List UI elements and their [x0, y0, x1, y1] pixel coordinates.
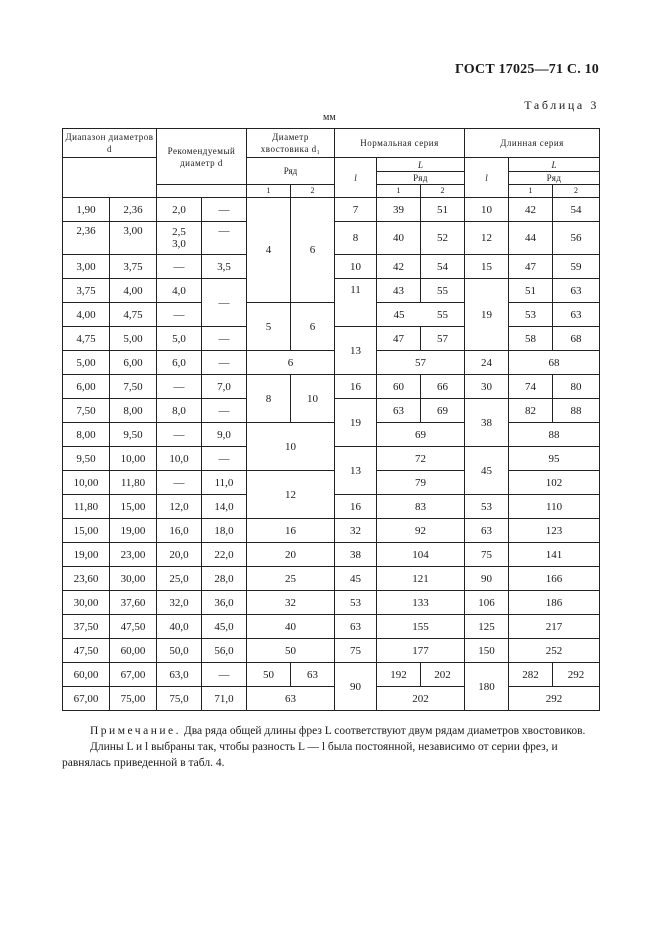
header-empty [63, 158, 157, 198]
cell-normal-l: 13 [335, 327, 377, 375]
cell-to: 60,00 [110, 639, 157, 663]
cell-shank: 25 [247, 567, 335, 591]
cell-shank: 63 [291, 663, 335, 687]
note-paragraph-1 [62, 723, 602, 739]
cell-d2: — [202, 399, 247, 423]
unit-label: мм [323, 112, 336, 123]
cell-long-l: 180 [465, 663, 509, 711]
cell-normal-L: 39 [377, 198, 421, 222]
header-recommended-empty [157, 185, 247, 198]
note-paragraph-2: Длины L и l выбраны так, чтобы разность L — l была постоянной, независимо от серии фрез, и равнялась приведенной в табл. 4. [62, 741, 558, 769]
cell-normal-L: 40 [377, 222, 421, 255]
cell-to: 15,00 [110, 495, 157, 519]
cell-long-l: 19 [465, 279, 509, 351]
cell-d1: 75,0 [157, 687, 202, 711]
cell-normal-L: 155 [377, 615, 465, 639]
cell-d2: 7,0 [202, 375, 247, 399]
table-row [63, 303, 600, 327]
cell-d1: 25,0 [157, 567, 202, 591]
cell-normal-L: 54 [421, 255, 465, 279]
cell-to: 67,00 [110, 663, 157, 687]
cell-shank: 10 [247, 423, 335, 471]
cell-from: 11,80 [63, 495, 110, 519]
cell-to: 3,00 [110, 222, 157, 255]
cell-long-l: 53 [465, 495, 509, 519]
header-normal-L: L [377, 158, 465, 172]
cell-long-L: 102 [509, 471, 600, 495]
cell-long-L: 74 [509, 375, 553, 399]
cell-shank: 10 [291, 375, 335, 423]
cell-d2: — [202, 279, 247, 327]
cell-normal-L: 52 [421, 222, 465, 255]
cell-d1: 2,0 [157, 198, 202, 222]
cell-normal-L: 72 [377, 447, 465, 471]
header-normal-r2: 2 [421, 185, 465, 198]
cell-normal-l: 13 [335, 447, 377, 495]
cell-normal-L: 133 [377, 591, 465, 615]
cell-normal-L: 45 55 [377, 303, 465, 327]
cell-shank: 6 [291, 303, 335, 351]
cell-normal-l: 32 [335, 519, 377, 543]
cell-normal-L: 92 [377, 519, 465, 543]
cell-normal-l: 7 [335, 198, 377, 222]
header-long-l: l [465, 158, 509, 198]
cell-from: 3,75 [63, 279, 110, 303]
cell-to: 30,00 [110, 567, 157, 591]
cell-from: 2,36 [63, 222, 110, 255]
cell-normal-l: 38 [335, 543, 377, 567]
cell-to: 5,00 [110, 327, 157, 351]
cell-d2: 9,0 [202, 423, 247, 447]
cell-long-l: 30 [465, 375, 509, 399]
header-long-L: L [509, 158, 600, 172]
cell-normal-L: 57 [377, 351, 465, 375]
table-row [63, 567, 600, 591]
cell-normal-L: 51 [421, 198, 465, 222]
table-row [63, 615, 600, 639]
cell-to: 3,75 [110, 255, 157, 279]
note-text-1: Два ряда общей длины фрез L соответствуют двум рядам диаметров хвостовиков. [180, 725, 586, 737]
cell-shank: 63 [247, 687, 335, 711]
cell-long-L: 80 [553, 375, 600, 399]
cell-from: 67,00 [63, 687, 110, 711]
cell-from: 15,00 [63, 519, 110, 543]
cell-shank: 6 [291, 198, 335, 303]
cell-d1: 5,0 [157, 327, 202, 351]
cell-long-L: 51 [509, 279, 553, 303]
cell-d1: 50,0 [157, 639, 202, 663]
cell-long-l: 90 [465, 567, 509, 591]
cell-d2: 36,0 [202, 591, 247, 615]
cell-d1: — [157, 471, 202, 495]
cell-shank: 5 [247, 303, 291, 351]
cell-d1: 20,0 [157, 543, 202, 567]
cell-long-L: 186 [509, 591, 600, 615]
cell-normal-L: 63 [377, 399, 421, 423]
table-row [63, 375, 600, 399]
cell-long-L: 123 [509, 519, 600, 543]
cell-from: 8,00 [63, 423, 110, 447]
header-normal-l: l [335, 158, 377, 198]
header-long-r1: 1 [509, 185, 553, 198]
table-row [63, 423, 600, 447]
cell-d2: — [202, 222, 247, 255]
cell-long-l: 63 [465, 519, 509, 543]
cell-long-L: 292 [553, 663, 600, 687]
cell-long-l: 45 [465, 447, 509, 495]
cell-long-L: 166 [509, 567, 600, 591]
header-diameter-range: Диапазон диаметров d [63, 129, 157, 158]
cell-long-L: 217 [509, 615, 600, 639]
cell-from: 7,50 [63, 399, 110, 423]
cell-long-L: 82 [509, 399, 553, 423]
header-long-r2: 2 [553, 185, 600, 198]
cell-from: 19,00 [63, 543, 110, 567]
cell-long-L: 141 [509, 543, 600, 567]
cell-from: 30,00 [63, 591, 110, 615]
cell-normal-l: 19 [335, 399, 377, 447]
cell-long-L: 42 [509, 198, 553, 222]
cell-long-L: 63 [553, 303, 600, 327]
cell-long-L: 44 [509, 222, 553, 255]
cell-normal-L: 60 [377, 375, 421, 399]
cell-d1: 2,5 3,0 [157, 222, 202, 255]
cell-normal-l: 16 [335, 495, 377, 519]
cell-normal-L: 202 [421, 663, 465, 687]
cell-d1: 10,0 [157, 447, 202, 471]
cell-to: 7,50 [110, 375, 157, 399]
cell-normal-L: 177 [377, 639, 465, 663]
cell-long-L: 292 [509, 687, 600, 711]
note-lead: Примечание. [90, 725, 181, 737]
table-row [63, 471, 600, 495]
cell-normal-L: 57 [421, 327, 465, 351]
table-row [63, 687, 600, 711]
cell-shank: 8 [247, 375, 291, 423]
table-row [63, 198, 600, 222]
cell-long-l: 150 [465, 639, 509, 663]
cell-long-l: 15 [465, 255, 509, 279]
cell-normal-l: 75 [335, 639, 377, 663]
cell-normal-L: 69 [377, 423, 465, 447]
cell-long-l: 10 [465, 198, 509, 222]
cell-to: 23,00 [110, 543, 157, 567]
cell-long-L: 68 [509, 351, 600, 375]
cell-normal-L: 69 [421, 399, 465, 423]
cell-from: 6,00 [63, 375, 110, 399]
cell-normal-l: 10 [335, 255, 377, 279]
cell-shank: 50 [247, 639, 335, 663]
header-shank-r1: 1 [247, 185, 291, 198]
cell-long-L: 95 [509, 447, 600, 471]
cell-to: 11,80 [110, 471, 157, 495]
cell-from: 10,00 [63, 471, 110, 495]
cell-d1: 16,0 [157, 519, 202, 543]
cell-to: 9,50 [110, 423, 157, 447]
cell-normal-L: 121 [377, 567, 465, 591]
cell-long-L: 63 [553, 279, 600, 303]
cell-long-l: 125 [465, 615, 509, 639]
cell-d1: — [157, 375, 202, 399]
cell-normal-L: 47 [377, 327, 421, 351]
table-caption: Таблица 3 [524, 98, 599, 112]
table-row [63, 543, 600, 567]
cell-from: 47,50 [63, 639, 110, 663]
cell-from: 23,60 [63, 567, 110, 591]
cell-normal-L: 104 [377, 543, 465, 567]
cell-long-L: 54 [553, 198, 600, 222]
data-table [62, 128, 600, 711]
cell-d1: 32,0 [157, 591, 202, 615]
cell-d1: 12,0 [157, 495, 202, 519]
cell-long-l: 106 [465, 591, 509, 615]
cell-normal-l: 53 [335, 591, 377, 615]
cell-from: 37,50 [63, 615, 110, 639]
cell-normal-l: 8 [335, 222, 377, 255]
cell-d2: — [202, 663, 247, 687]
notes [62, 723, 602, 771]
cell-to: 8,00 [110, 399, 157, 423]
header-shank-diameter: Диаметр хвостовика d₁ [247, 129, 335, 158]
cell-d2: — [202, 447, 247, 471]
cell-d1: 4,0 [157, 279, 202, 303]
cell-normal-L: 42 [377, 255, 421, 279]
cell-shank: 20 [247, 543, 335, 567]
cell-to: 19,00 [110, 519, 157, 543]
header-normal-row: Ряд [377, 172, 465, 185]
cell-long-L: 47 [509, 255, 553, 279]
cell-to: 4,75 [110, 303, 157, 327]
cell-normal-L: 66 [421, 375, 465, 399]
cell-d2: 14,0 [202, 495, 247, 519]
cell-to: 2,36 [110, 198, 157, 222]
cell-d2: 11,0 [202, 471, 247, 495]
header-recommended-diameter: Рекомендуемый диаметр d [157, 129, 247, 185]
cell-normal-l: 45 [335, 567, 377, 591]
cell-long-L: 88 [553, 399, 600, 423]
page-header: ГОСТ 17025—71 С. 10 [455, 62, 599, 77]
cell-normal-L: 202 [377, 687, 465, 711]
cell-shank: 50 [247, 663, 291, 687]
cell-long-L: 58 [509, 327, 553, 351]
cell-d2: 56,0 [202, 639, 247, 663]
cell-from: 9,50 [63, 447, 110, 471]
cell-d2: 3,5 [202, 255, 247, 279]
cell-long-L: 59 [553, 255, 600, 279]
cell-long-L: 56 [553, 222, 600, 255]
cell-from: 1,90 [63, 198, 110, 222]
cell-d2: 18,0 [202, 519, 247, 543]
cell-normal-l: 63 [335, 615, 377, 639]
cell-d1: 63,0 [157, 663, 202, 687]
cell-long-L: 252 [509, 639, 600, 663]
cell-long-l: 75 [465, 543, 509, 567]
cell-long-L: 110 [509, 495, 600, 519]
cell-shank: 40 [247, 615, 335, 639]
cell-from: 60,00 [63, 663, 110, 687]
cell-long-l: 12 [465, 222, 509, 255]
cell-to: 47,50 [110, 615, 157, 639]
cell-from: 3,00 [63, 255, 110, 279]
table-row [63, 639, 600, 663]
cell-long-L: 68 [553, 327, 600, 351]
cell-normal-l: 90 [335, 663, 377, 711]
cell-to: 4,00 [110, 279, 157, 303]
table-row [63, 591, 600, 615]
cell-normal-L: 192 [377, 663, 421, 687]
cell-d2: — [202, 198, 247, 222]
table-row [63, 519, 600, 543]
header-shank-row: Ряд [247, 158, 335, 185]
cell-normal-L: 55 [421, 279, 465, 303]
table-row [63, 351, 600, 375]
cell-d1: — [157, 423, 202, 447]
cell-shank: 6 [247, 351, 335, 375]
cell-d1: 40,0 [157, 615, 202, 639]
cell-shank: 4 [247, 198, 291, 303]
cell-shank: 32 [247, 591, 335, 615]
cell-long-L: 282 [509, 663, 553, 687]
cell-to: 6,00 [110, 351, 157, 375]
cell-long-L: 88 [509, 423, 600, 447]
header-normal-r1: 1 [377, 185, 421, 198]
header-shank-r2: 2 [291, 185, 335, 198]
cell-d2: 71,0 [202, 687, 247, 711]
cell-to: 37,60 [110, 591, 157, 615]
cell-d2: 22,0 [202, 543, 247, 567]
header-normal-series: Нормальная серия [335, 129, 465, 158]
header-long-row: Ряд [509, 172, 600, 185]
cell-d1: — [157, 255, 202, 279]
cell-normal-L: 83 [377, 495, 465, 519]
cell-d1: — [157, 303, 202, 327]
table-row [63, 663, 600, 687]
cell-d1: 6,0 [157, 351, 202, 375]
cell-from: 4,00 [63, 303, 110, 327]
cell-to: 10,00 [110, 447, 157, 471]
cell-normal-l: 16 [335, 375, 377, 399]
cell-from: 4,75 [63, 327, 110, 351]
cell-long-l: 38 [465, 399, 509, 447]
cell-long-L: 53 [509, 303, 553, 327]
cell-d2: 28,0 [202, 567, 247, 591]
cell-d2: — [202, 351, 247, 375]
cell-shank: 16 [247, 519, 335, 543]
cell-from: 5,00 [63, 351, 110, 375]
cell-long-l: 24 [465, 351, 509, 375]
cell-normal-L: 43 [377, 279, 421, 303]
cell-d2: — [202, 327, 247, 351]
cell-to: 75,00 [110, 687, 157, 711]
cell-d2: 45,0 [202, 615, 247, 639]
cell-normal-L: 79 [377, 471, 465, 495]
cell-d1: 8,0 [157, 399, 202, 423]
cell-shank: 12 [247, 471, 335, 519]
header-long-series: Длинная серия [465, 129, 600, 158]
cell-normal-l: 11 [335, 279, 377, 327]
